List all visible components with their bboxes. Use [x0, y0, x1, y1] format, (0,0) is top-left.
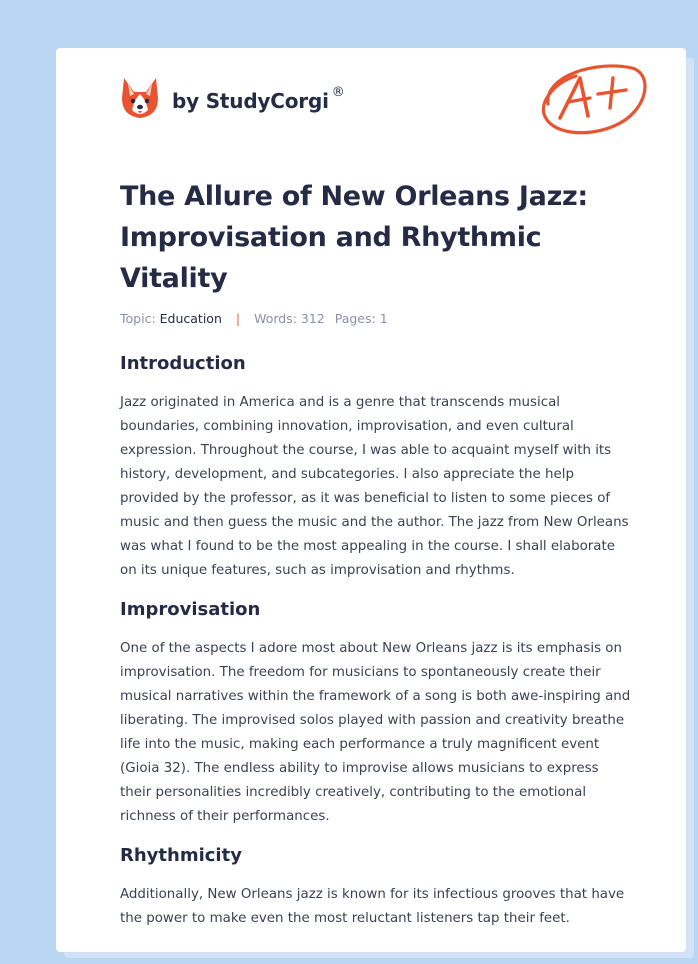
meta-separator: | [235, 311, 241, 326]
essay-meta [120, 311, 388, 326]
section-heading-rhythmicity: Rhythmicity [120, 845, 242, 866]
registered-mark: ® [331, 85, 345, 101]
svg-text:A+: A+ [536, 56, 538, 57]
studycorgi-logo[interactable] [120, 76, 345, 120]
brand-text: by StudyCorgi [172, 89, 329, 113]
grade-badge-icon [536, 56, 651, 146]
brand-name [172, 85, 345, 113]
section-text-introduction: Jazz originated in America and is a genre that transcends musical boundaries, combining innovation, improvisation, and even cultural expression. Throughout the course, I was able to acquaint myself with its history, development, and subcategories. I also appreciate the help provided by the professor, as it was beneficial to listen to some pieces of music and then guess the music and the author. The jazz from New Orleans was what I found to be the most appealing in the course. I shall elaborate on its unique features, such as improvisation and rhythms. [120, 395, 629, 578]
page-count: Pages: 1 [334, 311, 388, 326]
essay-page [56, 48, 686, 952]
section-text-improvisation: One of the aspects I adore most about New Orleans jazz is its emphasis on improvisation. The freedom for musicians to spontaneously create their musical narratives within the framework of a song is both awe-inspiring and liberating. The improvised solos played with passion and creativity breathe life into the music, making each performance a truly magnificent event (Gioia 32). The endless ability to improvise allows musicians to express their personalities incredibly creatively, contributing to the emotional richness of their performances. [120, 641, 631, 824]
section-heading-introduction: Introduction [120, 353, 246, 374]
corgi-icon [120, 76, 160, 120]
essay-title: The Allure of New Orleans Jazz: Improvisation and Rhythmic Vitality [120, 181, 588, 294]
topic-label: Topic: [120, 311, 156, 326]
section-text-rhythmicity: Additionally, New Orleans jazz is known for its infectious grooves that have the power to make even the most reluctant listeners tap their feet. [120, 887, 625, 926]
topic-link[interactable]: Education [159, 311, 222, 326]
word-count: Words: 312 [254, 311, 325, 326]
section-heading-improvisation: Improvisation [120, 599, 261, 620]
